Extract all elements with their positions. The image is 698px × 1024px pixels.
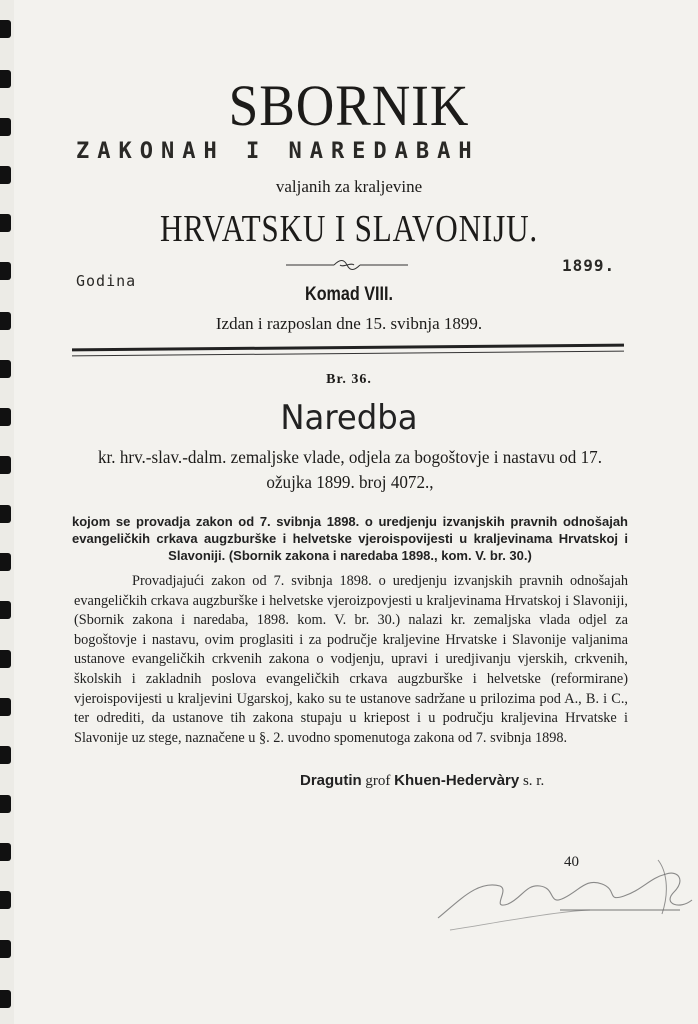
year-label: 1899. [562, 256, 616, 275]
signature-last-name: Khuen-Hedervàry [394, 772, 520, 789]
signature-sr: s. r. [522, 773, 545, 789]
binding-ring [0, 601, 11, 619]
binding-strip [0, 0, 14, 1024]
binding-ring [0, 650, 11, 668]
issuer-text: kr. hrv.-slav.-dalm. zemaljske vlade, odjela za bogoštovje i nastavu od 17. ožujka 1899. broj 4072., [97, 447, 603, 492]
binding-ring [0, 505, 11, 523]
signature-first-name: Dragutin [300, 772, 362, 789]
page-number: 40 [564, 854, 579, 870]
binding-ring [0, 408, 11, 426]
ornament-divider [286, 258, 408, 272]
binding-ring [0, 795, 11, 813]
binding-ring [0, 891, 11, 909]
document-heading: Naredba [280, 398, 418, 438]
divider-thin [72, 351, 624, 357]
binding-ring [0, 990, 11, 1008]
issue-number: Komad VIII. [305, 284, 393, 305]
document-number: Br. 36. [326, 372, 372, 387]
countries-heading: HRVATSKU I SLAVONIJU. [159, 208, 539, 250]
valjanih-line: valjanih za kraljevine [275, 177, 423, 196]
binding-ring [0, 746, 11, 764]
binding-ring [0, 940, 11, 958]
subtitle: ZAKONAH I NAREDABAH [76, 139, 480, 164]
page-title: SBORNIK [228, 73, 470, 138]
signature-title: grof [365, 773, 391, 789]
binding-ring [0, 20, 11, 38]
godina-label: Godina [76, 272, 137, 290]
handwritten-scribble [430, 840, 698, 940]
signature-line [300, 772, 630, 790]
binding-ring [0, 118, 11, 136]
binding-ring [0, 262, 11, 280]
divider-thick [72, 344, 624, 352]
binding-ring [0, 214, 11, 232]
binding-ring [0, 553, 11, 571]
binding-ring [0, 456, 11, 474]
body-paragraph: Provadjajući zakon od 7. svibnja 1898. o uredjenju izvanjskih pravnih odnošajah evangeličkih crkava augzburške i helvetske vjeroizpovjesti u kraljevinama Hrvatskoj i Slavoniji, (Sbornik zakona i naredaba, 1898. kom. V. br. 30.) nalazi kr. zemaljska vlada odjel za bogoštovje i nastavu, ovim proglasiti i za područje kraljevine Hrvatske i Slavonije valjanima ustanove evangeličkih crkvenih zakona o vodjenju, upravi i uredjivanju vjerskih, crkvenih, školskih i zakladnih poslova evangeličkih crkava augzburške i helvetske (reformirane) vjeroispovijesti u kraljevini Ugarskoj, kako su te ustanove sadržane u prilozima pod A., B. i C., ter odrediti, da ustanove tih zakona stupaju u kriepost i u području kraljevina Hrvatske i Slavonije uz stege, naznačene u §. 2. uvodno spomenutoga zakona od 7. svibnja 1898. [74, 573, 628, 746]
binding-ring [0, 70, 11, 88]
binding-ring [0, 698, 11, 716]
summary-text: kojom se provadja zakon od 7. svibnja 1898. o uredjenju izvanjskih pravnih odnošajah evangeličkih crkava augzburške i helvetske vjeroispovijesti u kraljevinama Hrvatskoj i Slavoniji. (Sbornik zakona i naredaba 1898., kom. V. br. 30.) [72, 514, 628, 563]
publication-date: Izdan i razposlan dne 15. svibnja 1899. [215, 314, 483, 333]
binding-ring [0, 843, 11, 861]
